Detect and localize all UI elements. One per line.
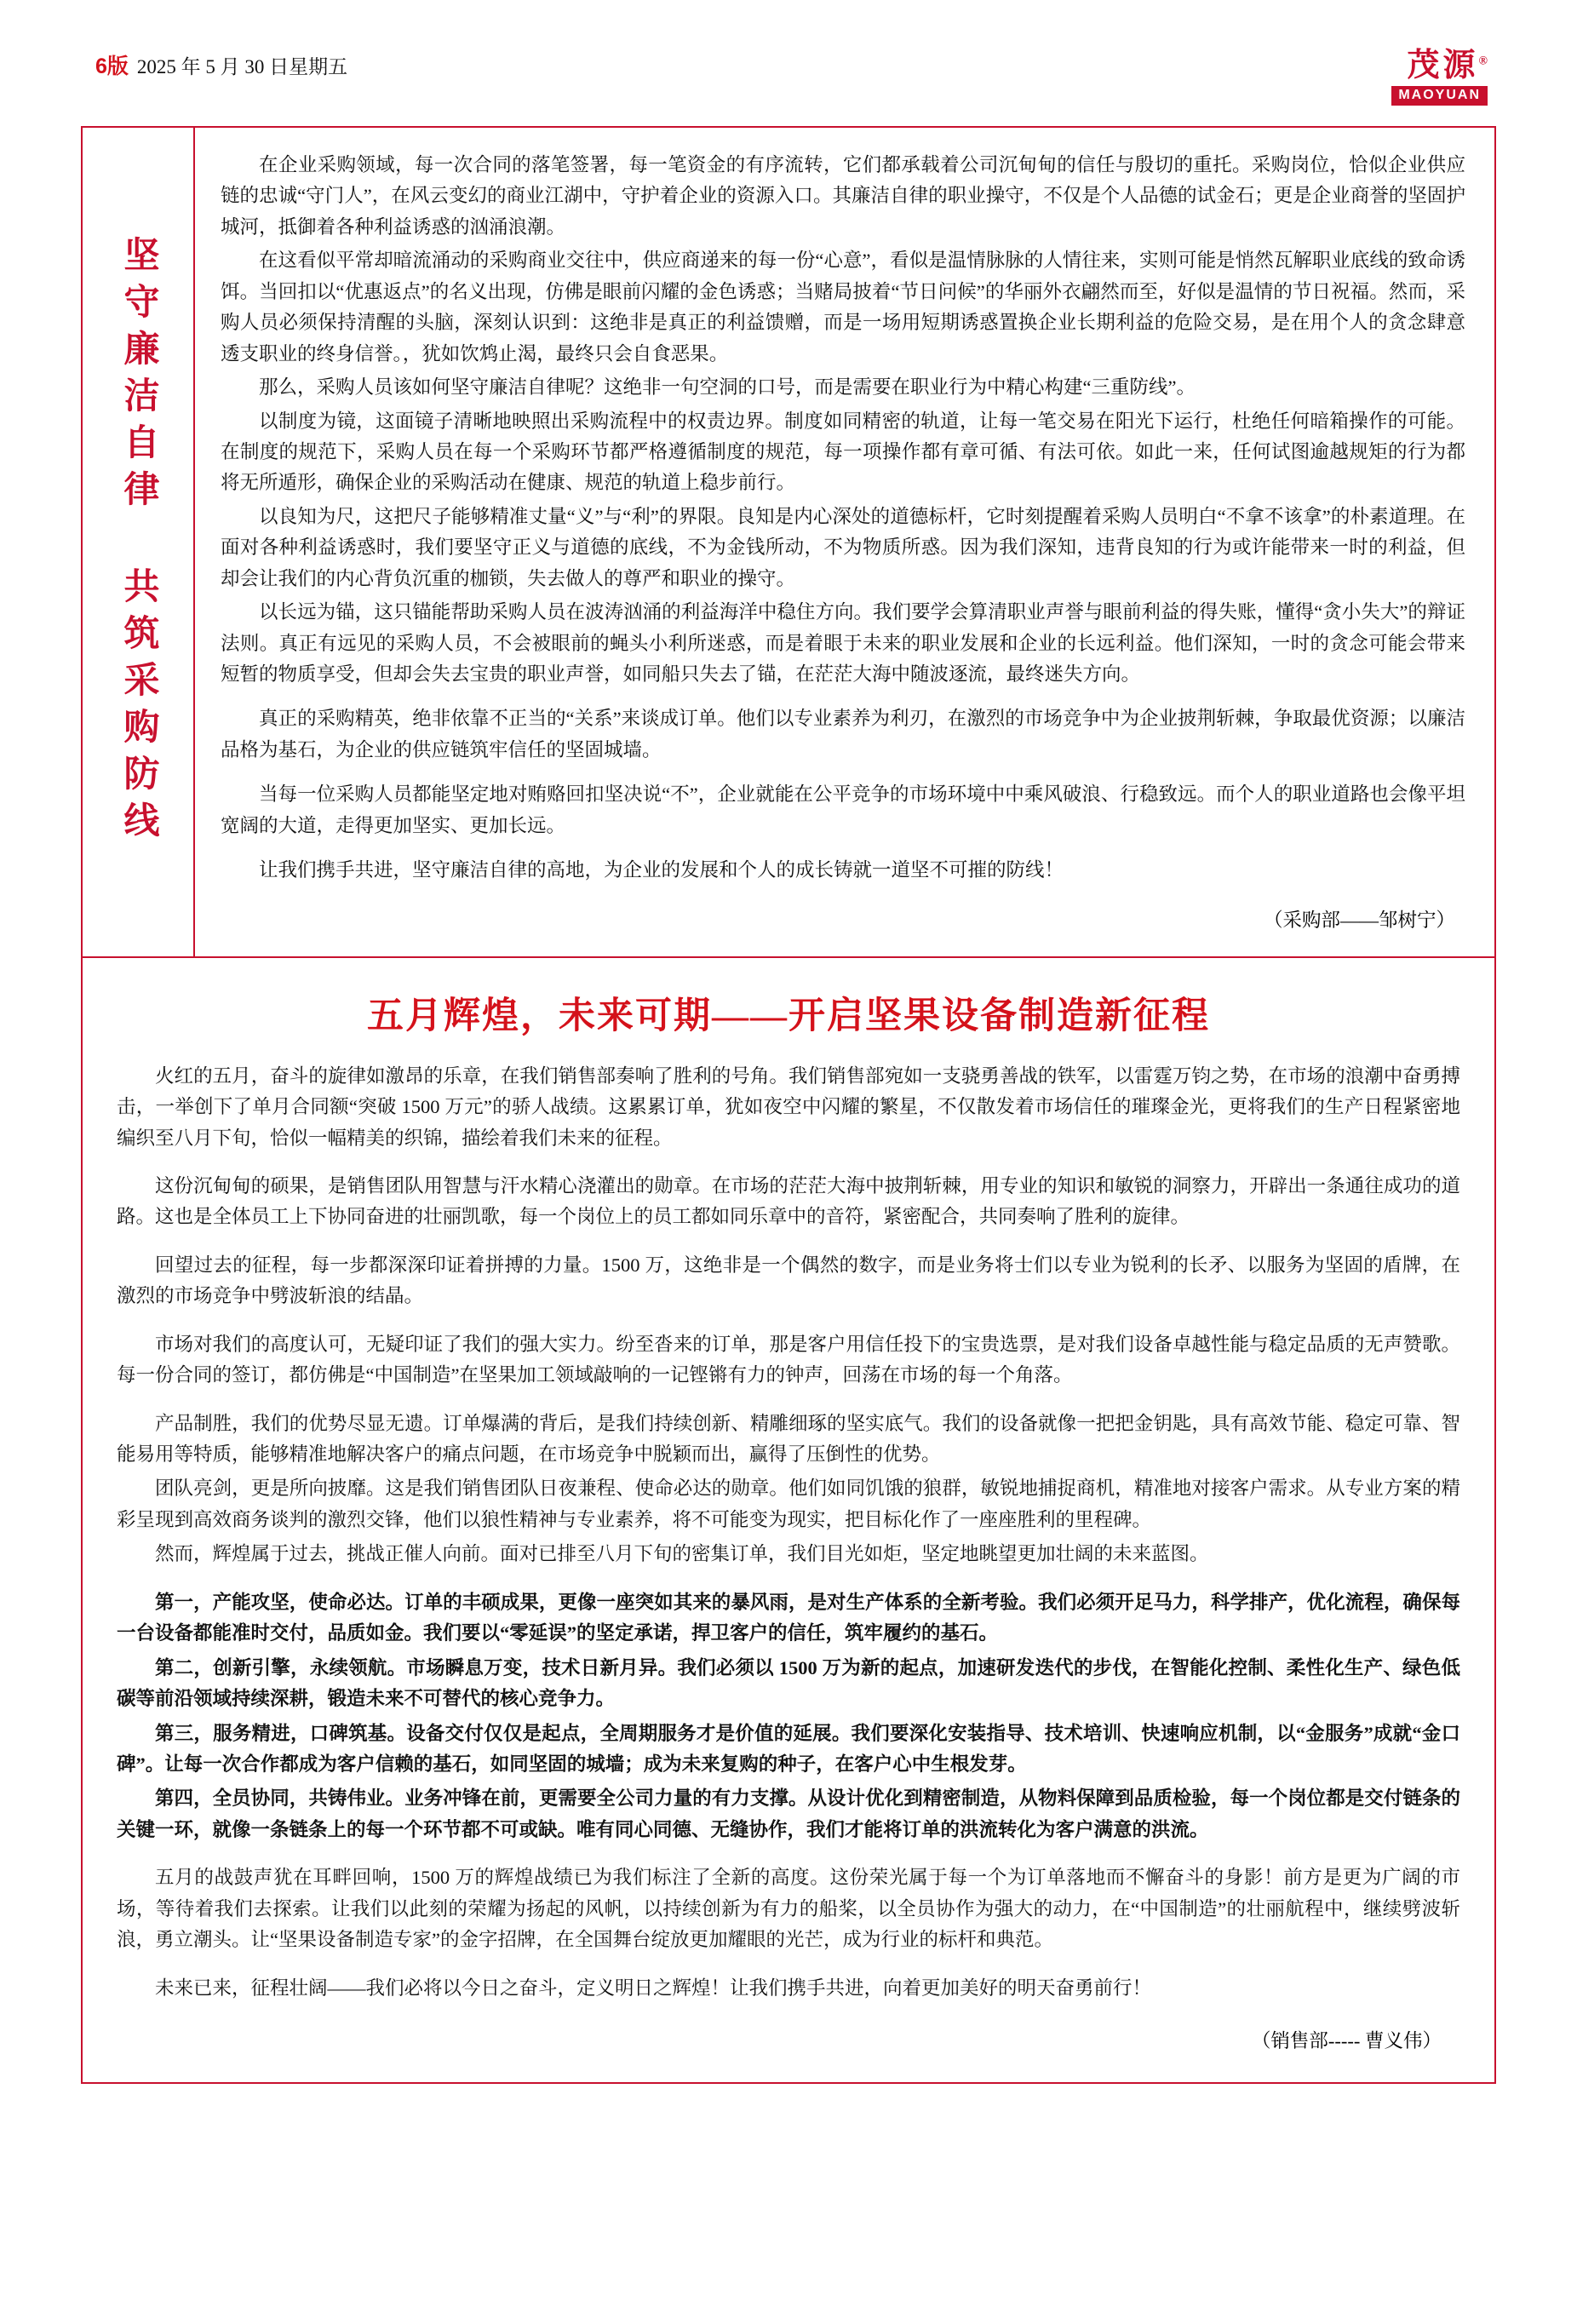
paragraph: 火红的五月，奋斗的旋律如激昂的乐章，在我们销售部奏响了胜利的号角。我们销售部宛如一支骁勇善战的铁军，以雷霆万钧之势，在市场的浪潮中奋勇搏击，一举创下了单月合同额“突破 1500 万元”的骄人战绩。这累累订单，犹如夜空中闪耀的繁星，不仅散发着市场信任的璀璨金光，更将我们的生产日程紧密地编织至八月下旬，恰似一幅精美的织锦，描绘着我们未来的征程。	[117, 1064, 1460, 1149]
paragraph: 那么，采购人员该如何坚守廉洁自律呢？这绝非一句空洞的口号，而是需要在职业行为中精心构建“三重防线”。	[259, 376, 1196, 399]
paragraph: 当每一位采购人员都能坚定地对贿赂回扣坚决说“不”，企业就能在公平竞争的市场环境中中乘风破浪、行稳致远。而个人的职业道路也会像平坦宽阔的大道，走得更加坚实、更加长远。	[221, 783, 1465, 836]
paragraph: 以长远为锚，这只锚能帮助采购人员在波涛汹涌的利益海洋中稳住方向。我们要学会算清职业声誉与眼前利益的得失账，懂得“贪小失大”的辩证法则。真正有远见的采购人员，不会被眼前的蝇头小利所迷惑，而是着眼于未来的职业发展和企业的长远利益。他们深知，一时的贪念可能会带来短暂的物质享受，但却会失去宝贵的职业声誉，如同船只失去了锚，在茫茫大海中随波逐流，最终迷失方向。	[221, 601, 1465, 685]
logo-chinese-name	[1391, 49, 1488, 82]
issue-date: 2025 年 5 月 30 日星期五	[136, 56, 348, 77]
paragraph: 在这看似平常却暗流涌动的采购商业交往中，供应商递来的每一份“心意”，看似是温情脉脉的人情往来，实则可能是悄然瓦解职业底线的致命诱饵。当回扣以“优惠返点”的名义出现，仿佛是眼前闪耀的金色诱惑；当赌局披着“节日问候”的华丽外衣翩然而至，好似是温情的节日祝福。然而，采购人员必须保持清醒的头脑，深刻认识到：这绝非是真正的利益馈赠，而是一场用短期诱惑置换企业长期利益的危险交易，是在用个人的贪念肆意透支职业的终身信誉。，犹如饮鸩止渴，最终只会自食恶果。	[221, 250, 1465, 364]
brand-logo	[1391, 49, 1488, 106]
page-number: 6版	[95, 55, 129, 78]
numbered-point: 第一，产能攻坚，使命必达。订单的丰硕成果，更像一座突如其来的暴风雨，是对生产体系的全新考验。我们必须开足马力，科学排产，优化流程，确保每一台设备都能准时交付，品质如金。我们要以“零延误”的坚定承诺，捍卫客户的信任，筑牢履约的基石。	[117, 1591, 1460, 1644]
masthead	[0, 0, 1577, 106]
paragraph: 以良知为尺，这把尺子能够精准丈量“义”与“利”的界限。良知是内心深处的道德标杆，它时刻提醒着采购人员明白“不拿不该拿”的朴素道理。在面对各种利益诱惑时，我们要坚守正义与道德的底线，不为金钱所动，不为物质所惑。因为我们深知，违背良知的行为或许能带来一时的利益，但却会让我们的内心背负沉重的枷锁，失去做人的尊严和职业的操守。	[221, 505, 1465, 589]
article-1-vertical-title	[83, 128, 195, 956]
article-sales	[83, 958, 1494, 2082]
paragraph: 真正的采购精英，绝非依靠不正当的“关系”来谈成订单。他们以专业素养为利刃，在激烈的市场竞争中为企业披荆斩棘，争取最优资源；以廉洁品格为基石，为企业的供应链筑牢信任的坚固城墙。	[221, 708, 1465, 760]
content-frame	[81, 126, 1496, 2084]
paragraph: 团队亮剑，更是所向披靡。这是我们销售团队日夜兼程、使命必达的勋章。他们如同饥饿的狼群，敏锐地捕捉商机，精准地对接客户需求。从专业方案的精彩呈现到高效商务谈判的激烈交锋，他们以狼性精神与专业素养，将不可能变为现实，把目标化作了一座座胜利的里程碑。	[117, 1478, 1460, 1530]
masthead-left	[95, 49, 347, 80]
numbered-point: 第四，全员协同，共铸伟业。业务冲锋在前，更需要全公司力量的有力支撑。从设计优化到精密制造，从物料保障到品质检验，每一个岗位都是交付链条的关键一环，就像一条链条上的每一个环节都不可或缺。唯有同心同德、无缝协作，我们才能将订单的洪流转化为客户满意的洪流。	[117, 1787, 1460, 1840]
paragraph: 回望过去的征程，每一步都深深印证着拼搏的力量。1500 万，这绝非是一个偶然的数字，而是业务将士们以专业为锐利的长矛、以服务为坚固的盾牌，在激烈的市场竞争中劈波斩浪的结晶。	[117, 1254, 1460, 1307]
numbered-point: 第三，服务精进，口碑筑基。设备交付仅仅是起点，全周期服务才是价值的延展。我们要深化安装指导、技术培训、快速响应机制，以“金服务”成就“金口碑”。让每一次合作都成为客户信赖的基石，如同坚固的城墙；成为未来复购的种子，在客户心中生根发芽。	[117, 1722, 1460, 1775]
article-integrity	[83, 128, 1494, 958]
article-2-signature: （销售部----- 曹义伟）	[1251, 2030, 1442, 2051]
article-1-signature: （采购部——邹树宁）	[1263, 909, 1455, 931]
logo-text: 茂源	[1407, 48, 1479, 83]
paragraph: 市场对我们的高度认可，无疑印证了我们的强大实力。纷至沓来的订单，那是客户用信任投下的宝贵选票，是对我们设备卓越性能与稳定品质的无声赞歌。每一份合同的签订，都仿佛是“中国制造”在坚果加工领域敲响的一记铿锵有力的钟声，回荡在市场的每一个角落。	[117, 1333, 1460, 1386]
article-1-title-text: 坚守廉洁自律 共筑采购防线	[118, 235, 158, 848]
paragraph: 这份沉甸甸的硕果，是销售团队用智慧与汗水精心浇灌出的勋章。在市场的茫茫大海中披荆斩棘，用专业的知识和敏锐的洞察力，开辟出一条通往成功的道路。这也是全体员工上下协同奋进的壮丽凯歌，每一个岗位上的员工都如同乐章中的音符，紧密配合，共同奏响了胜利的旋律。	[117, 1174, 1460, 1228]
registered-mark-icon: ®	[1478, 55, 1488, 68]
article-2-headline: 五月辉煌，未来可期——开启坚果设备制造新征程	[367, 996, 1210, 1036]
paragraph: 让我们携手共进，坚守廉洁自律的高地，为企业的发展和个人的成长铸就一道坚不可摧的防线！	[259, 859, 1064, 881]
paragraph: 在企业采购领域，每一次合同的落笔签署，每一笔资金的有序流转，它们都承载着公司沉甸甸的信任与殷切的重托。采购岗位，恰似企业供应链的忠诚“守门人”，在风云变幻的商业江湖中，守护着企业的资源入口。其廉洁自律的职业操守，不仅是个人品德的试金石；更是企业商誉的坚固护城河，抵御着各种利益诱惑的汹涌浪潮。	[221, 154, 1465, 238]
logo-pinyin-band: MAOYUAN	[1391, 86, 1488, 106]
paragraph: 以制度为镜，这面镜子清晰地映照出采购流程中的权责边界。制度如同精密的轨道，让每一笔交易在阳光下运行，杜绝任何暗箱操作的可能。在制度的规范下，采购人员在每一个采购环节都严格遵循制度的规范，每一项操作都有章可循、有法可依。如此一来，任何试图逾越规矩的行为都将无所遁形，确保企业的采购活动在健康、规范的轨道上稳步前行。	[221, 410, 1465, 494]
paragraph: 五月的战鼓声犹在耳畔回响，1500 万的辉煌战绩已为我们标注了全新的高度。这份荣光属于每一个为订单落地而不懈奋斗的身影！前方是更为广阔的市场，等待着我们去探索。让我们以此刻的荣耀为扬起的风帆，以持续创新为有力的船桨，以全员协作为强大的动力，在“中国制造”的壮丽航程中，继续劈波斩浪，勇立潮头。让“坚果设备制造专家”的金字招牌，在全国舞台绽放更加耀眼的光芒，成为行业的标杆和典范。	[117, 1867, 1460, 1951]
article-1-body	[195, 128, 1494, 956]
paragraph: 产品制胜，我们的优势尽显无遗。订单爆满的背后，是我们持续创新、精雕细琢的坚实底气。我们的设备就像一把把金钥匙，具有高效节能、稳定可靠、智能易用等特质，能够精准地解决客户的痛点问题，在市场竞争中脱颖而出，赢得了压倒性的优势。	[117, 1412, 1460, 1465]
paragraph: 然而，辉煌属于过去，挑战正催人向前。面对已排至八月下旬的密集订单，我们目光如炬，坚定地眺望更加壮阔的未来蓝图。	[155, 1543, 1209, 1565]
numbered-point: 第二，创新引擎，永续领航。市场瞬息万变，技术日新月异。我们必须以 1500 万为新的起点，加速研发迭代的步伐，在智能化控制、柔性化生产、绿色低碳等前沿领域持续深耕，锻造未来不可替代的核心竞争力。	[117, 1656, 1460, 1710]
paragraph: 未来已来，征程壮阔——我们必将以今日之奋斗，定义明日之辉煌！让我们携手共进，向着更加美好的明天奋勇前行！	[155, 1977, 1152, 1999]
